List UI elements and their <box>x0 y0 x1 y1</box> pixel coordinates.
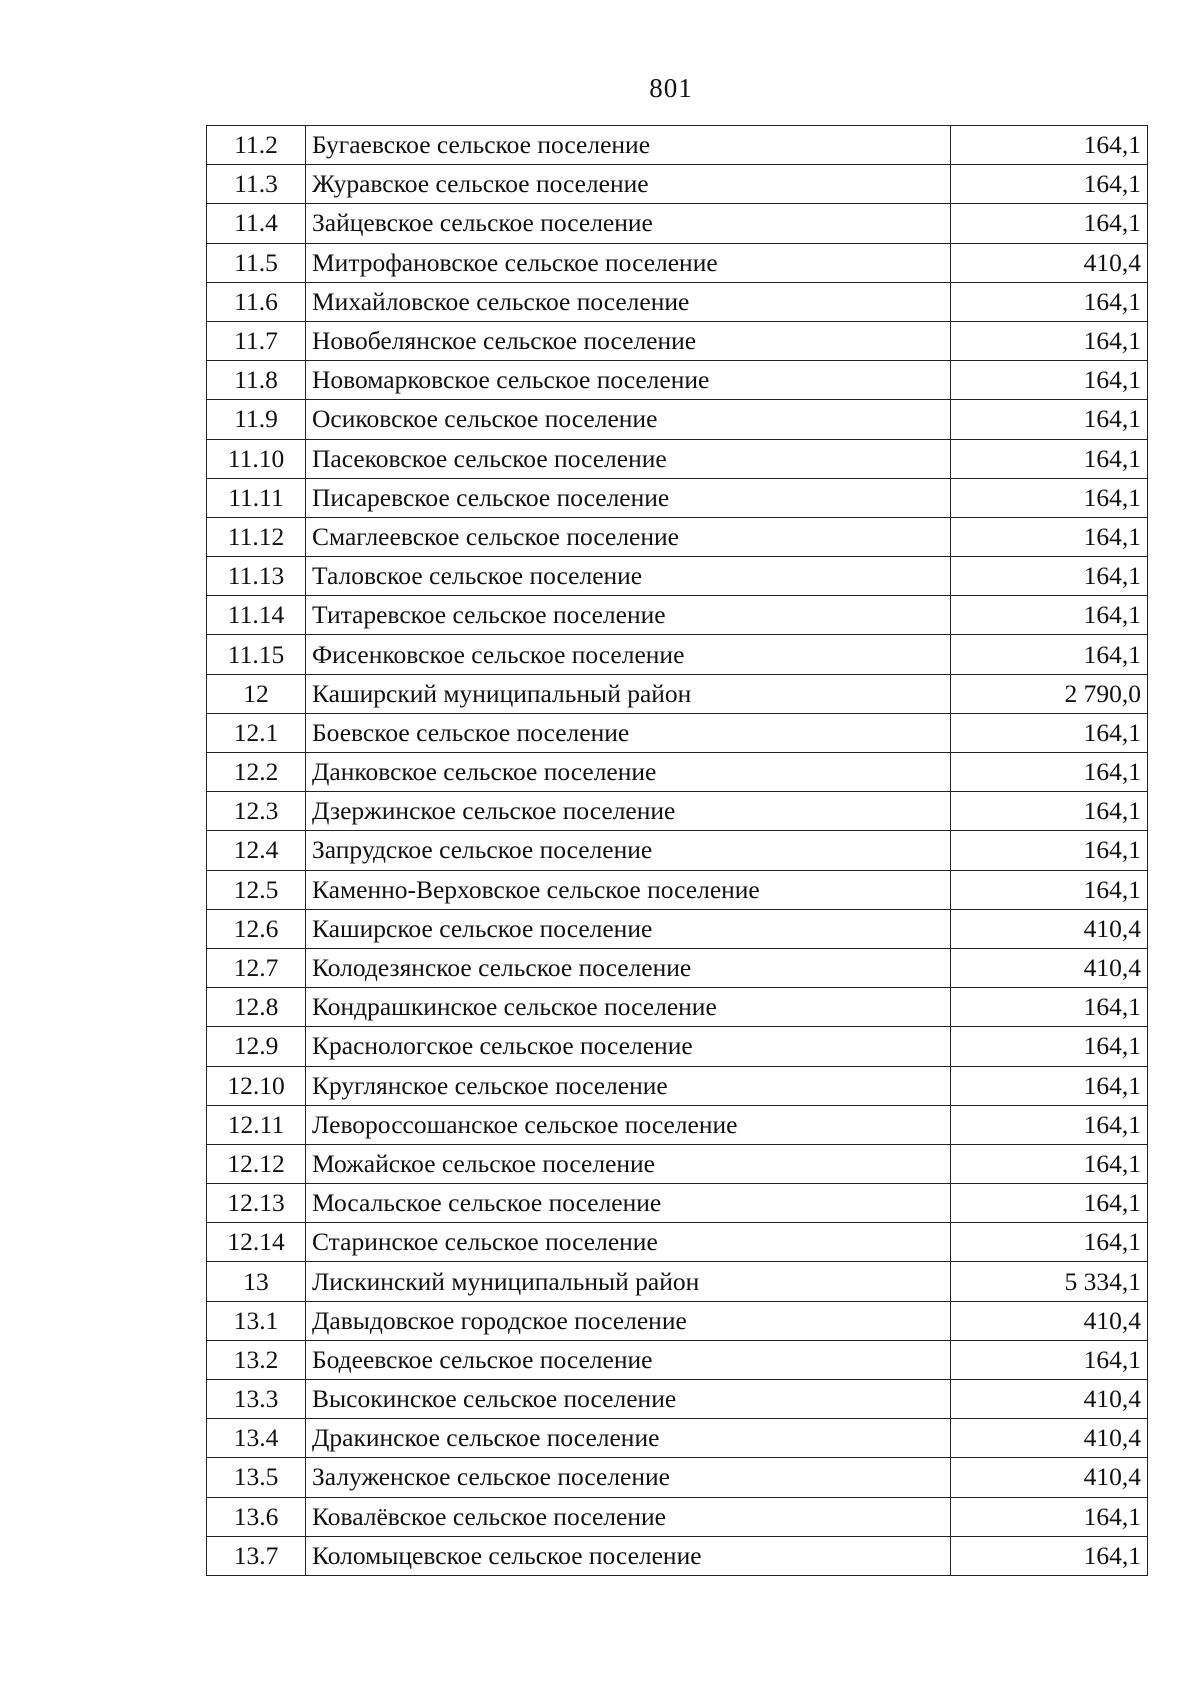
settlement-name-cell: Колодезянское сельское поселение <box>306 948 951 987</box>
amount-cell: 164,1 <box>951 126 1148 165</box>
amount-cell: 164,1 <box>951 165 1148 204</box>
row-number-cell: 13 <box>207 1262 306 1301</box>
settlement-name-cell: Таловское сельское поселение <box>306 557 951 596</box>
settlement-name-cell: Данковское сельское поселение <box>306 753 951 792</box>
amount-cell: 5 334,1 <box>951 1262 1148 1301</box>
row-number-cell: 11.6 <box>207 282 306 321</box>
amount-cell: 164,1 <box>951 204 1148 243</box>
settlement-name-cell: Смаглеевское сельское поселение <box>306 517 951 556</box>
row-number-cell: 13.3 <box>207 1380 306 1419</box>
amount-cell: 164,1 <box>951 400 1148 439</box>
table-row <box>207 1144 1148 1183</box>
settlement-name-cell: Давыдовское городское поселение <box>306 1301 951 1340</box>
row-number-cell: 12.10 <box>207 1066 306 1105</box>
table-row <box>207 126 1148 165</box>
table-row <box>207 1536 1148 1575</box>
row-number-cell: 13.7 <box>207 1536 306 1575</box>
row-number-cell: 12.13 <box>207 1184 306 1223</box>
row-number-cell: 11.10 <box>207 439 306 478</box>
row-number-cell: 12.4 <box>207 831 306 870</box>
settlement-name-cell: Зайцевское сельское поселение <box>306 204 951 243</box>
amount-cell: 164,1 <box>951 557 1148 596</box>
settlement-name-cell: Дзержинское сельское поселение <box>306 792 951 831</box>
amount-cell: 410,4 <box>951 1301 1148 1340</box>
row-number-cell: 11.11 <box>207 478 306 517</box>
amount-cell: 164,1 <box>951 1105 1148 1144</box>
row-number-cell: 12.3 <box>207 792 306 831</box>
settlement-name-cell: Старинское сельское поселение <box>306 1223 951 1262</box>
table-row <box>207 792 1148 831</box>
settlement-name-cell: Каменно-Верховское сельское поселение <box>306 870 951 909</box>
amount-cell: 164,1 <box>951 1184 1148 1223</box>
table-row <box>207 282 1148 321</box>
table-row <box>207 321 1148 360</box>
settlement-name-cell: Писаревское сельское поселение <box>306 478 951 517</box>
row-number-cell: 11.13 <box>207 557 306 596</box>
row-number-cell: 11.9 <box>207 400 306 439</box>
table-row <box>207 988 1148 1027</box>
amount-cell: 164,1 <box>951 988 1148 1027</box>
settlement-name-cell: Пасековское сельское поселение <box>306 439 951 478</box>
row-number-cell: 11.8 <box>207 361 306 400</box>
table-row <box>207 1340 1148 1379</box>
settlement-name-cell: Бодеевское сельское поселение <box>306 1340 951 1379</box>
amount-cell: 164,1 <box>951 1497 1148 1536</box>
row-number-cell: 12.9 <box>207 1027 306 1066</box>
row-number-cell: 11.15 <box>207 635 306 674</box>
table-row <box>207 948 1148 987</box>
table-row <box>207 165 1148 204</box>
settlement-name-cell: Круглянское сельское поселение <box>306 1066 951 1105</box>
amount-cell: 164,1 <box>951 596 1148 635</box>
amount-cell: 410,4 <box>951 948 1148 987</box>
row-number-cell: 12.1 <box>207 713 306 752</box>
row-number-cell: 12.2 <box>207 753 306 792</box>
amount-cell: 164,1 <box>951 282 1148 321</box>
settlement-name-cell: Запрудское сельское поселение <box>306 831 951 870</box>
settlement-name-cell: Новобелянское сельское поселение <box>306 321 951 360</box>
amount-cell: 164,1 <box>951 439 1148 478</box>
row-number-cell: 11.12 <box>207 517 306 556</box>
table-body <box>207 126 1148 1576</box>
row-number-cell: 12.11 <box>207 1105 306 1144</box>
table-row <box>207 204 1148 243</box>
amount-cell: 164,1 <box>951 517 1148 556</box>
amount-cell: 164,1 <box>951 1027 1148 1066</box>
amount-cell: 164,1 <box>951 1223 1148 1262</box>
row-number-cell: 12.7 <box>207 948 306 987</box>
settlement-name-cell: Кондрашкинское сельское поселение <box>306 988 951 1027</box>
row-number-cell: 12.6 <box>207 909 306 948</box>
table-row <box>207 674 1148 713</box>
table-row <box>207 1262 1148 1301</box>
amount-cell: 164,1 <box>951 635 1148 674</box>
table-row <box>207 400 1148 439</box>
amount-cell: 164,1 <box>951 831 1148 870</box>
amount-cell: 164,1 <box>951 870 1148 909</box>
settlement-name-cell: Дракинское сельское поселение <box>306 1419 951 1458</box>
settlement-name-cell: Журавское сельское поселение <box>306 165 951 204</box>
row-number-cell: 12.5 <box>207 870 306 909</box>
amount-cell: 410,4 <box>951 909 1148 948</box>
row-number-cell: 13.6 <box>207 1497 306 1536</box>
amount-cell: 2 790,0 <box>951 674 1148 713</box>
row-number-cell: 13.2 <box>207 1340 306 1379</box>
table-row <box>207 478 1148 517</box>
funding-table <box>206 125 1148 1576</box>
row-number-cell: 11.4 <box>207 204 306 243</box>
table-row <box>207 243 1148 282</box>
amount-cell: 164,1 <box>951 1536 1148 1575</box>
table-row <box>207 1066 1148 1105</box>
table-row <box>207 1497 1148 1536</box>
row-number-cell: 12 <box>207 674 306 713</box>
row-number-cell: 13.5 <box>207 1458 306 1497</box>
settlement-name-cell: Осиковское сельское поселение <box>306 400 951 439</box>
amount-cell: 164,1 <box>951 792 1148 831</box>
settlement-name-cell: Боевское сельское поселение <box>306 713 951 752</box>
table-row <box>207 909 1148 948</box>
settlement-name-cell: Митрофановское сельское поселение <box>306 243 951 282</box>
table-row <box>207 753 1148 792</box>
amount-cell: 410,4 <box>951 1380 1148 1419</box>
amount-cell: 410,4 <box>951 243 1148 282</box>
settlement-name-cell: Краснологское сельское поселение <box>306 1027 951 1066</box>
amount-cell: 164,1 <box>951 1144 1148 1183</box>
table-row <box>207 439 1148 478</box>
row-number-cell: 11.14 <box>207 596 306 635</box>
settlement-name-cell: Фисенковское сельское поселение <box>306 635 951 674</box>
settlement-name-cell: Лискинский муниципальный район <box>306 1262 951 1301</box>
row-number-cell: 12.14 <box>207 1223 306 1262</box>
amount-cell: 410,4 <box>951 1458 1148 1497</box>
table-row <box>207 596 1148 635</box>
table-row <box>207 635 1148 674</box>
page-number: 801 <box>649 73 693 103</box>
settlement-name-cell: Михайловское сельское поселение <box>306 282 951 321</box>
settlement-name-cell: Бугаевское сельское поселение <box>306 126 951 165</box>
settlement-name-cell: Новомарковское сельское поселение <box>306 361 951 400</box>
amount-cell: 164,1 <box>951 713 1148 752</box>
table-row <box>207 1027 1148 1066</box>
table-row <box>207 713 1148 752</box>
settlement-name-cell: Ковалёвское сельское поселение <box>306 1497 951 1536</box>
settlement-name-cell: Мосальское сельское поселение <box>306 1184 951 1223</box>
settlement-name-cell: Высокинское сельское поселение <box>306 1380 951 1419</box>
amount-cell: 164,1 <box>951 321 1148 360</box>
table-row <box>207 1301 1148 1340</box>
amount-cell: 164,1 <box>951 1066 1148 1105</box>
amount-cell: 164,1 <box>951 753 1148 792</box>
table-row <box>207 1419 1148 1458</box>
row-number-cell: 11.5 <box>207 243 306 282</box>
table-row <box>207 1223 1148 1262</box>
settlement-name-cell: Каширский муниципальный район <box>306 674 951 713</box>
table-row <box>207 1184 1148 1223</box>
row-number-cell: 11.3 <box>207 165 306 204</box>
row-number-cell: 13.4 <box>207 1419 306 1458</box>
row-number-cell: 11.7 <box>207 321 306 360</box>
amount-cell: 410,4 <box>951 1419 1148 1458</box>
table-row <box>207 1458 1148 1497</box>
row-number-cell: 13.1 <box>207 1301 306 1340</box>
settlement-name-cell: Можайское сельское поселение <box>306 1144 951 1183</box>
amount-cell: 164,1 <box>951 361 1148 400</box>
settlement-name-cell: Титаревское сельское поселение <box>306 596 951 635</box>
settlement-name-cell: Залуженское сельское поселение <box>306 1458 951 1497</box>
table-row <box>207 831 1148 870</box>
table-row <box>207 1380 1148 1419</box>
settlement-name-cell: Коломыцевское сельское поселение <box>306 1536 951 1575</box>
row-number-cell: 11.2 <box>207 126 306 165</box>
table-row <box>207 361 1148 400</box>
settlement-name-cell: Левороссошанское сельское поселение <box>306 1105 951 1144</box>
table-row <box>207 870 1148 909</box>
settlement-name-cell: Каширское сельское поселение <box>306 909 951 948</box>
table-row <box>207 517 1148 556</box>
row-number-cell: 12.12 <box>207 1144 306 1183</box>
amount-cell: 164,1 <box>951 478 1148 517</box>
table-row <box>207 557 1148 596</box>
row-number-cell: 12.8 <box>207 988 306 1027</box>
table-row <box>207 1105 1148 1144</box>
amount-cell: 164,1 <box>951 1340 1148 1379</box>
